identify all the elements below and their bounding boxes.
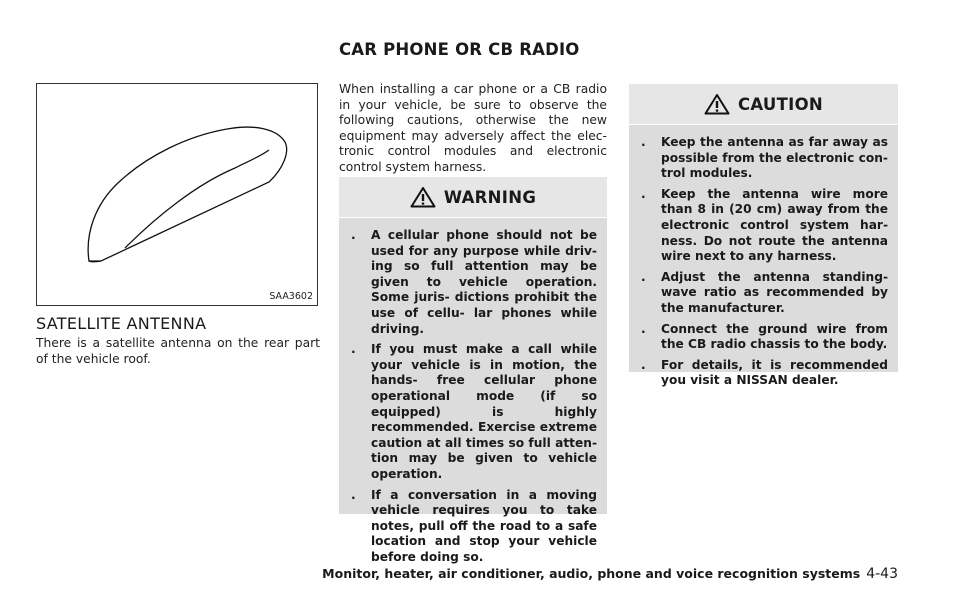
footer-section-title: Monitor, heater, air conditioner, audio, phone and voice recognition systems — [322, 566, 861, 581]
caution-item-text: Keep the antenna wire more than 8 in (20 cm) away from the electronic control system har- ness. Do not route the antenna wire next to any harness. — [661, 186, 888, 264]
bullet: . — [641, 186, 646, 201]
warning-item — [349, 488, 597, 566]
warning-item — [349, 228, 597, 337]
warning-header — [339, 177, 607, 218]
warning-item-text: If a conversation in a moving vehicle requires you to take notes, pull off the road to a safe location and stop your vehicle before doing so. — [371, 487, 597, 564]
warning-box — [339, 177, 607, 564]
warning-item — [349, 342, 597, 482]
warning-item-text: A cellular phone should not be used for any purpose while driv- ing so full attention may be given to vehicle operation. Some juris- dictions prohibit the use of cellu- lar phones while driving. — [371, 228, 597, 336]
page-header-title: CAR PHONE OR CB RADIO — [339, 40, 580, 59]
page-number: 4-43 — [866, 566, 898, 582]
bullet: . — [351, 342, 356, 357]
warning-item-text: If you must make a call while your vehicle is in motion, the hands- free cellular phone operational mode (if so equipped) is highly recommended. Exercise extreme caution at all times so full atten- tion may be given to vehicle operation. — [371, 342, 597, 481]
bullet: . — [641, 135, 646, 149]
warning-list — [339, 218, 607, 565]
caution-item — [639, 322, 888, 353]
caution-header — [629, 84, 898, 125]
bullet: . — [351, 487, 356, 502]
caution-item-text: Keep the antenna as far away as possible from the electronic con- trol modules. — [661, 135, 888, 181]
caution-list — [629, 125, 898, 389]
bullet: . — [641, 321, 646, 336]
bullet: . — [351, 228, 356, 242]
section-heading-satellite-antenna: SATELLITE ANTENNA — [36, 314, 207, 333]
warning-triangle-icon — [704, 93, 730, 115]
caution-box — [629, 84, 898, 388]
car-phone-intro-text: When installing a car phone or a CB radio in your vehicle, be sure to observe the following cautions, otherwise the new equipment may adversely affect the elec- tronic control modules and electronic control system harness. — [339, 82, 607, 174]
warning-triangle-icon — [410, 186, 436, 208]
caution-item — [639, 358, 888, 389]
satellite-antenna-illustration — [37, 84, 316, 304]
caution-item — [639, 270, 888, 317]
warning-title: WARNING — [443, 187, 537, 207]
page-footer — [322, 566, 898, 582]
caution-item-text: Connect the ground wire from the CB radio chassis to the body. — [661, 321, 888, 352]
bullet: . — [641, 357, 646, 372]
caution-title: CAUTION — [737, 94, 824, 114]
figure-caption: SAA3602 — [269, 291, 313, 302]
bullet: . — [641, 269, 646, 284]
satellite-antenna-text: There is a satellite antenna on the rear part of the vehicle roof. — [36, 336, 320, 366]
caution-item — [639, 135, 888, 182]
caution-item-text: For details, it is recommended you visit a NISSAN dealer. — [661, 357, 888, 388]
satellite-antenna-figure — [36, 83, 318, 306]
caution-item — [639, 187, 888, 265]
caution-item-text: Adjust the antenna standing- wave ratio as recommended by the manufacturer. — [661, 269, 888, 315]
